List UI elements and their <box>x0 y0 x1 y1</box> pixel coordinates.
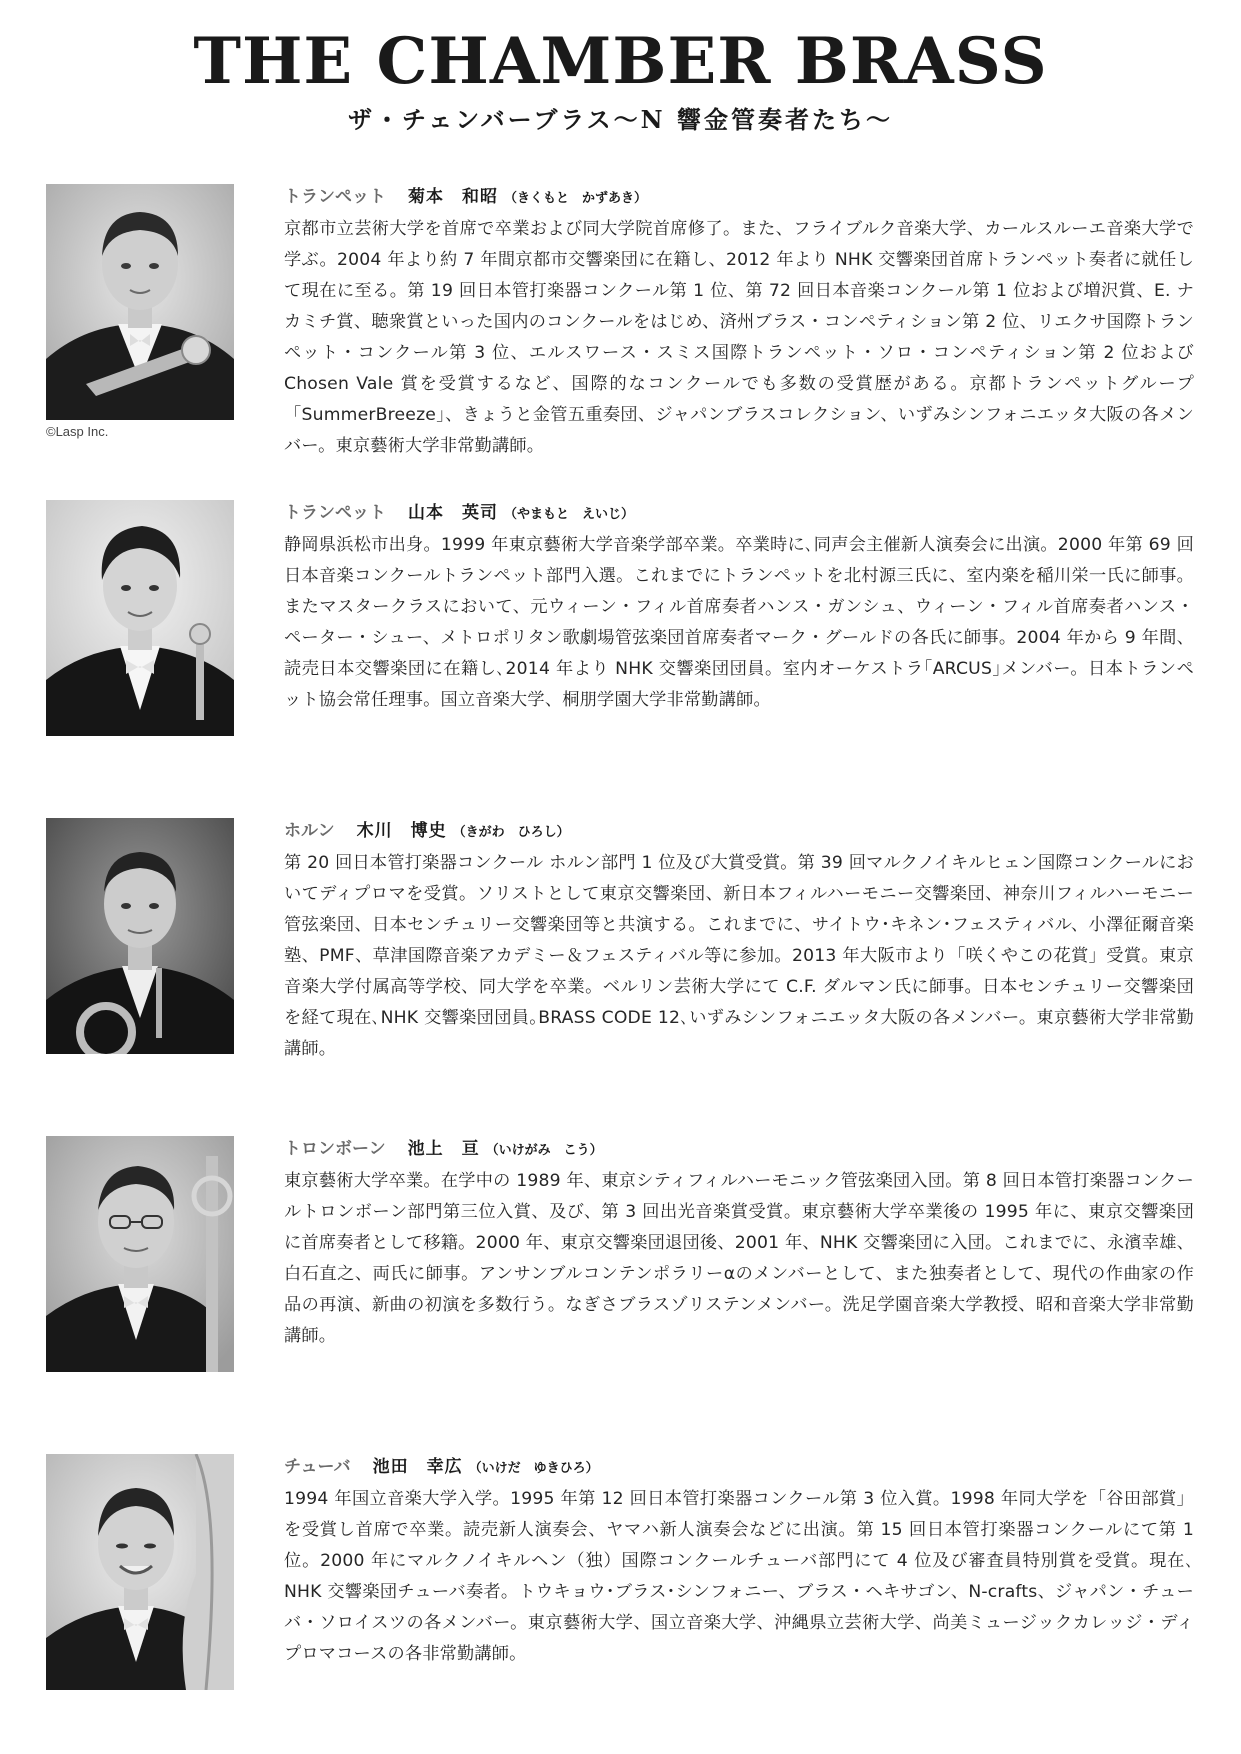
member-name: 山本 英司 <box>408 503 498 523</box>
member-bio: 第 20 回日本管打楽器コンクール ホルン部門 1 位及び大賞受賞。第 39 回マルクノイキルヒェン国際コンクールにおいてディプロマを受賞。ソリストとして東京交響楽団、新日本フィルハーモニー交響楽団、神奈川フィルハーモニー管弦楽団、日本センチュリー交響楽団等と共演する。これまでに、サイトウ･キネン･フェスティバル、小澤征爾音楽塾、PMF、草津国際音楽アカデミー＆フェスティバル等に参加。2013 年大阪市より「咲くやこの花賞」受賞。東京音楽大学付属高等学校、同大学を卒業。ベルリン芸術大学にて C.F. ダルマン氏に師事。日本センチュリー交響楽団を経て現在､NHK 交響楽団団員｡BRASS CODE 12､いずみシンフォニエッタ大阪の各メンバー。東京藝術大学非常勤講師。 <box>284 853 1194 1059</box>
member-name-reading: （やまもと えいじ） <box>504 507 635 522</box>
instrument-label: ホルン <box>284 821 335 841</box>
member-info <box>284 818 1194 1065</box>
member-bio: 静岡県浜松市出身。1999 年東京藝術大学音楽学部卒業。卒業時に､同声会主催新人演奏会に出演。2000 年第 69 回日本音楽コンクールトランペット部門入選。これまでにトランペットを北村源三氏に、室内楽を稲川栄一氏に師事。またマスタークラスにおいて、元ウィーン・フィル首席奏者ハンス・ガンシュ、ウィーン・フィル首席奏者ハンス・ペーター・シュー、メトロポリタン歌劇場管弦楽団首席奏者マーク・グールドの各氏に師事。2004 年から 9 年間、読売日本交響楽団に在籍し､2014 年より NHK 交響楽団団員。室内オーケストラ｢ARCUS｣メンバー。日本トランペット協会常任理事。国立音楽大学、桐朋学園大学非常勤講師。 <box>284 535 1194 710</box>
instrument-label: トランペット <box>284 187 386 207</box>
portrait-photo <box>46 500 234 736</box>
photo-credit: ©Lasp Inc. <box>46 424 109 439</box>
member-name: 池田 幸広 <box>372 1457 463 1477</box>
member-name-reading: （いけだ ゆきひろ） <box>468 1461 599 1476</box>
page-title: THE CHAMBER BRASS <box>193 24 1048 99</box>
member-name-reading: （きくもと かずあき） <box>504 191 648 206</box>
member-info <box>284 184 1194 462</box>
member-header <box>284 500 1194 526</box>
member-info <box>284 1454 1194 1670</box>
member-bio: 京都市立芸術大学を首席で卒業および同大学院首席修了。また、フライブルク音楽大学、カールスルーエ音楽大学で学ぶ。2004 年より約 7 年間京都市交響楽団に在籍し、2012 年より NHK 交響楽団首席トランペット奏者に就任して現在に至る。第 19 回日本管打楽器コンクール第 1 位、第 72 回日本音楽コンクール第 1 位および増沢賞、E. ナカミチ賞、聴衆賞といった国内のコンクールをはじめ、済州ブラス・コンペティション第 2 位、リエクサ国際トランペット・コンクール第 3 位、エルスワース・スミス国際トランペット・ソロ・コンペティション第 2 位および Chosen Vale 賞を受賞するなど、国際的なコンクールでも多数の受賞歴がある。京都トランペットグループ「SummerBreeze」、きょうと金管五重奏団、ジャパンブラスコレクション、いずみシンフォニエッタ大阪の各メンバー。東京藝術大学非常勤講師。 <box>284 219 1194 456</box>
instrument-label: トロンボーン <box>284 1139 386 1159</box>
member-header <box>284 1454 1194 1480</box>
member-header <box>284 184 1194 210</box>
member-name-reading: （きがわ ひろし） <box>452 825 570 840</box>
member-name: 木川 博史 <box>356 821 447 841</box>
member-name: 池上 亘 <box>407 1139 480 1159</box>
page-subtitle: ザ・チェンバーブラス〜N 響金管奏者たち〜 <box>348 105 893 134</box>
instrument-label: トランペット <box>284 503 386 523</box>
portrait-photo <box>46 1454 234 1690</box>
member-header <box>284 1136 1194 1162</box>
instrument-label: チューバ <box>284 1457 351 1477</box>
portrait-photo <box>46 818 234 1054</box>
member-info <box>284 500 1194 716</box>
portrait-photo <box>46 1136 234 1372</box>
member-header <box>284 818 1194 844</box>
member-name-reading: （いけがみ こう） <box>485 1143 603 1158</box>
member-info <box>284 1136 1194 1352</box>
member-name: 菊本 和昭 <box>408 187 498 207</box>
portrait-photo <box>46 184 234 420</box>
member-bio: 1994 年国立音楽大学入学。1995 年第 12 回日本管打楽器コンクール第 3 位入賞。1998 年同大学を「谷田部賞」を受賞し首席で卒業。読売新人演奏会、ヤマハ新人演奏会などに出演。第 15 回日本管打楽器コンクールにて第 1 位。2000 年にマルクノイキルヘン（独）国際コンクールチューバ部門にて 4 位及び審査員特別賞を受賞。現在､NHK 交響楽団チューバ奏者。トウキョウ･ブラス･シンフォニー、ブラス・ヘキサゴン、N-crafts、ジャパン・チューバ・ソロイスツの各メンバー。東京藝術大学、国立音楽大学、沖縄県立芸術大学、尚美ミュージックカレッジ・ディプロマコースの各非常勤講師。 <box>284 1489 1194 1664</box>
member-bio: 東京藝術大学卒業。在学中の 1989 年、東京シティフィルハーモニック管弦楽団入団。第 8 回日本管打楽器コンクールトロンボーン部門第三位入賞、及び、第 3 回出光音楽賞受賞。東京藝術大学卒業後の 1995 年に、東京交響楽団に首席奏者として移籍。2000 年、東京交響楽団退団後、2001 年、NHK 交響楽団に入団。これまでに、永濱幸雄、白石直之、両氏に師事。アンサンブルコンテンポラリーαのメンバーとして、また独奏者として、現代の作曲家の作品の再演、新曲の初演を多数行う。なぎさブラスゾリステンメンバー。洗足学園音楽大学教授、昭和音楽大学非常勤講師。 <box>284 1171 1194 1346</box>
